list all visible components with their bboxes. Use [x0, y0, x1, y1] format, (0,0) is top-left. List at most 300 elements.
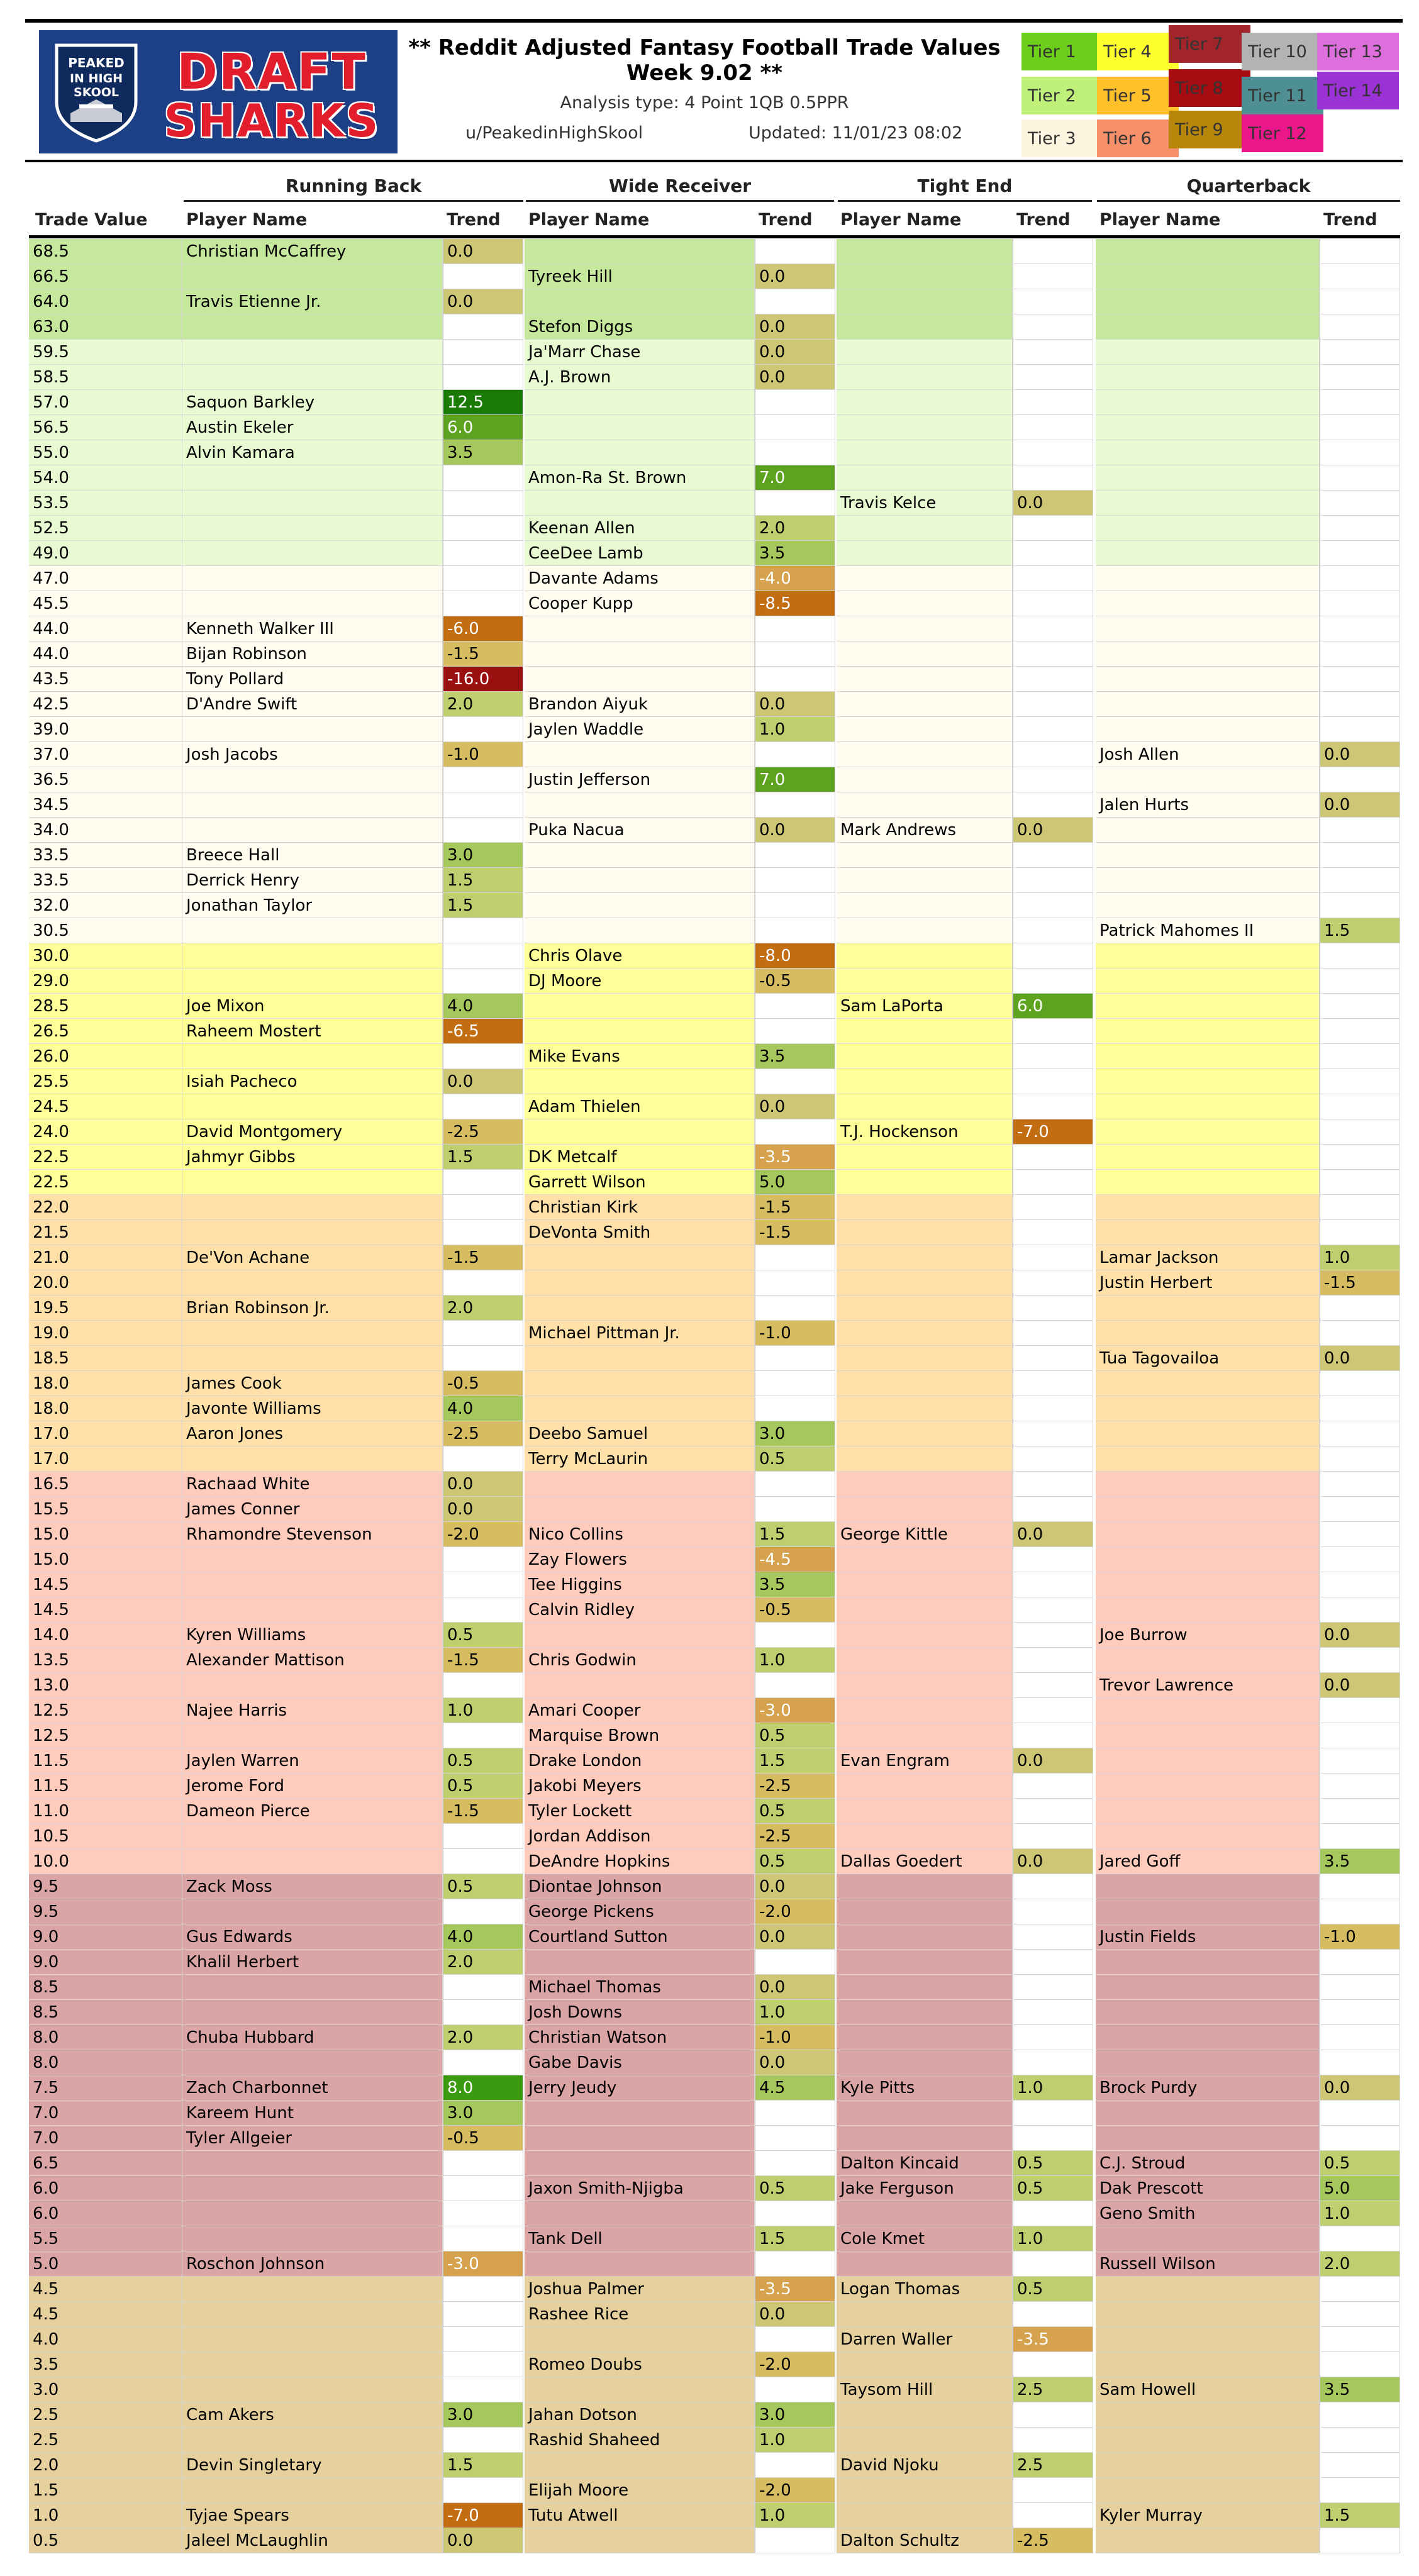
wr-player-name-cell: Rashid Shaheed	[525, 2428, 755, 2453]
wr-player-name-cell	[525, 667, 755, 692]
wr-trend-cell	[755, 2528, 835, 2553]
wr-trend-cell: -1.0	[755, 2025, 835, 2050]
trade-value-cell: 6.0	[29, 2201, 182, 2226]
wr-player-name-cell	[525, 2101, 755, 2126]
wr-trend-cell	[755, 1119, 835, 1145]
table-row	[0, 1119, 1419, 1145]
qb-player-name-cell: Kyler Murray	[1096, 2503, 1320, 2528]
te-player-name-cell	[837, 1044, 1013, 1069]
table-row	[0, 1371, 1419, 1396]
wr-trend-cell: 0.0	[755, 1975, 835, 2000]
qb-player-name-cell: Brock Purdy	[1096, 2075, 1320, 2101]
trade-value-cell: 5.5	[29, 2226, 182, 2251]
rb-trend-cell	[443, 792, 523, 818]
wr-player-name-cell	[525, 2377, 755, 2402]
trade-value-cell: 8.5	[29, 1975, 182, 2000]
wr-player-name-cell: Cooper Kupp	[525, 591, 755, 616]
qb-trend-cell	[1320, 1723, 1400, 1748]
table-row	[0, 943, 1419, 969]
trade-value-cell: 28.5	[29, 994, 182, 1019]
wr-trend-cell: 7.0	[755, 767, 835, 792]
wr-player-name-cell	[525, 1497, 755, 1522]
qb-player-name-cell	[1096, 365, 1320, 390]
table-row	[0, 566, 1419, 591]
rb-trend-cell: 3.0	[443, 843, 523, 868]
wr-player-name-cell	[525, 2201, 755, 2226]
wr-trend-cell: 3.5	[755, 1044, 835, 1069]
rb-player-name-cell: Kareem Hunt	[182, 2101, 443, 2126]
qb-player-name-cell	[1096, 1446, 1320, 1472]
table-row	[0, 1849, 1419, 1874]
rb-trend-cell	[443, 340, 523, 365]
trade-value-cell: 14.5	[29, 1597, 182, 1623]
wr-player-name-cell	[525, 415, 755, 440]
rb-player-name-cell	[182, 2176, 443, 2201]
group-underline	[838, 200, 1092, 202]
rb-trend-cell: 0.0	[443, 1472, 523, 1497]
rb-player-name-cell	[182, 1572, 443, 1597]
rb-player-name-cell: Derrick Henry	[182, 868, 443, 893]
te-trend-cell: 0.5	[1013, 2277, 1093, 2302]
te-player-name-cell	[837, 692, 1013, 717]
qb-trend-cell	[1320, 1899, 1400, 1924]
te-trend-cell	[1013, 390, 1093, 415]
table-row	[0, 792, 1419, 818]
qb-player-name-cell	[1096, 2000, 1320, 2025]
wr-player-name-cell: DJ Moore	[525, 969, 755, 994]
te-player-name-cell: Taysom Hill	[837, 2377, 1013, 2402]
rb-player-name-cell	[182, 365, 443, 390]
te-player-name-cell: Mark Andrews	[837, 818, 1013, 843]
trade-value-cell: 22.5	[29, 1145, 182, 1170]
rb-trend-cell: 1.5	[443, 2453, 523, 2478]
qb-player-name-cell	[1096, 717, 1320, 742]
rb-player-name-cell: Raheem Mostert	[182, 1019, 443, 1044]
wr-trend-cell: 3.5	[755, 541, 835, 566]
table-row	[0, 415, 1419, 440]
wr-trend-cell: -2.5	[755, 1824, 835, 1849]
rb-trend-cell	[443, 1044, 523, 1069]
te-player-name-cell: Dalton Kincaid	[837, 2151, 1013, 2176]
rb-trend-cell	[443, 465, 523, 491]
te-player-name-cell: Logan Thomas	[837, 2277, 1013, 2302]
rb-trend-cell: 2.0	[443, 1296, 523, 1321]
table-row	[0, 541, 1419, 566]
wr-trend-cell: 0.0	[755, 818, 835, 843]
qb-player-name-cell	[1096, 314, 1320, 340]
rb-trend-cell	[443, 591, 523, 616]
rb-trend-cell	[443, 2302, 523, 2327]
te-player-name-cell	[837, 1321, 1013, 1346]
wr-trend-cell	[755, 1296, 835, 1321]
trade-value-cell: 56.5	[29, 415, 182, 440]
tier-chip-7: Tier 7	[1169, 25, 1250, 63]
te-player-name-cell	[837, 365, 1013, 390]
te-trend-cell	[1013, 1547, 1093, 1572]
qb-trend-cell	[1320, 541, 1400, 566]
table-row	[0, 2503, 1419, 2528]
qb-player-name-cell	[1096, 1119, 1320, 1145]
wr-trend-cell: 0.0	[755, 340, 835, 365]
qb-player-name-cell	[1096, 289, 1320, 314]
qb-trend-cell	[1320, 2528, 1400, 2553]
rb-player-name-cell	[182, 1673, 443, 1698]
trade-value-cell: 18.5	[29, 1346, 182, 1371]
wr-player-name-cell	[525, 2528, 755, 2553]
table-row	[0, 1874, 1419, 1899]
te-trend-cell	[1013, 1975, 1093, 2000]
rb-player-name-cell	[182, 792, 443, 818]
qb-trend-cell	[1320, 314, 1400, 340]
wr-trend-cell	[755, 390, 835, 415]
trade-value-cell: 10.5	[29, 1824, 182, 1849]
trade-value-cell: 18.0	[29, 1371, 182, 1396]
rb-player-name-cell	[182, 2327, 443, 2352]
wr-trend-cell	[755, 440, 835, 465]
trade-value-cell: 8.0	[29, 2050, 182, 2075]
rb-player-name-cell	[182, 1975, 443, 2000]
qb-trend-cell: 0.0	[1320, 792, 1400, 818]
col-wr-trend: Trend	[759, 210, 813, 230]
trade-value-cell: 19.5	[29, 1296, 182, 1321]
wr-player-name-cell	[525, 1673, 755, 1698]
qb-player-name-cell	[1096, 465, 1320, 491]
rb-player-name-cell: Gus Edwards	[182, 1924, 443, 1950]
trade-value-cell: 3.5	[29, 2352, 182, 2377]
te-player-name-cell	[837, 1698, 1013, 1723]
wr-trend-cell: -2.0	[755, 2352, 835, 2377]
wr-player-name-cell: Mike Evans	[525, 1044, 755, 1069]
rb-player-name-cell: Joe Mixon	[182, 994, 443, 1019]
qb-trend-cell	[1320, 591, 1400, 616]
tier-chip-10: Tier 10	[1242, 33, 1323, 70]
wr-player-name-cell	[525, 1296, 755, 1321]
wr-player-name-cell: Davante Adams	[525, 566, 755, 591]
te-trend-cell	[1013, 340, 1093, 365]
te-player-name-cell	[837, 239, 1013, 264]
wr-trend-cell: 3.0	[755, 2402, 835, 2428]
qb-player-name-cell: Trevor Lawrence	[1096, 1673, 1320, 1698]
wr-player-name-cell	[525, 1396, 755, 1421]
rb-trend-cell: 4.0	[443, 994, 523, 1019]
rb-trend-cell: -1.5	[443, 1799, 523, 1824]
te-trend-cell	[1013, 516, 1093, 541]
rb-player-name-cell	[182, 2277, 443, 2302]
rb-player-name-cell: Tyjae Spears	[182, 2503, 443, 2528]
table-row	[0, 2075, 1419, 2101]
wr-player-name-cell: CeeDee Lamb	[525, 541, 755, 566]
table-row	[0, 2428, 1419, 2453]
rb-trend-cell	[443, 264, 523, 289]
te-trend-cell	[1013, 918, 1093, 943]
table-row	[0, 2226, 1419, 2251]
wr-trend-cell: 0.0	[755, 692, 835, 717]
rb-trend-cell: -1.0	[443, 742, 523, 767]
rb-trend-cell: -2.5	[443, 1421, 523, 1446]
te-player-name-cell	[837, 289, 1013, 314]
qb-trend-cell	[1320, 365, 1400, 390]
trade-value-cell: 66.5	[29, 264, 182, 289]
col-rb-trend: Trend	[447, 210, 501, 230]
qb-trend-cell	[1320, 1597, 1400, 1623]
wr-player-name-cell	[525, 491, 755, 516]
trade-value-cell: 10.0	[29, 1849, 182, 1874]
te-player-name-cell	[837, 1094, 1013, 1119]
qb-trend-cell	[1320, 1497, 1400, 1522]
qb-trend-cell	[1320, 2402, 1400, 2428]
wr-trend-cell: -1.0	[755, 1321, 835, 1346]
qb-player-name-cell	[1096, 1396, 1320, 1421]
rb-player-name-cell: Najee Harris	[182, 1698, 443, 1723]
te-player-name-cell	[837, 792, 1013, 818]
te-trend-cell	[1013, 365, 1093, 390]
wr-player-name-cell	[525, 1270, 755, 1296]
qb-player-name-cell: Justin Herbert	[1096, 1270, 1320, 1296]
te-trend-cell	[1013, 2302, 1093, 2327]
rb-trend-cell: -1.5	[443, 1245, 523, 1270]
report-header	[0, 0, 1419, 164]
wr-trend-cell: -0.5	[755, 1597, 835, 1623]
rb-player-name-cell: Zach Charbonnet	[182, 2075, 443, 2101]
wr-trend-cell: 0.5	[755, 1849, 835, 1874]
wr-trend-cell	[755, 1245, 835, 1270]
col-te-player-name: Player Name	[840, 210, 962, 230]
logo-brand-line2: SHARKS	[164, 94, 380, 147]
te-player-name-cell	[837, 2050, 1013, 2075]
te-player-name-cell	[837, 843, 1013, 868]
wr-player-name-cell: Marquise Brown	[525, 1723, 755, 1748]
te-player-name-cell: George Kittle	[837, 1522, 1013, 1547]
wr-player-name-cell	[525, 2251, 755, 2277]
qb-trend-cell	[1320, 1824, 1400, 1849]
te-player-name-cell	[837, 918, 1013, 943]
rb-trend-cell: 6.0	[443, 415, 523, 440]
rb-player-name-cell	[182, 1094, 443, 1119]
wr-trend-cell: -3.0	[755, 1698, 835, 1723]
wr-trend-cell	[755, 289, 835, 314]
rb-player-name-cell	[182, 2352, 443, 2377]
logo	[39, 30, 398, 153]
te-trend-cell	[1013, 2428, 1093, 2453]
rb-trend-cell: 0.0	[443, 1497, 523, 1522]
trade-value-cell: 33.5	[29, 843, 182, 868]
rb-player-name-cell	[182, 1321, 443, 1346]
qb-trend-cell	[1320, 1950, 1400, 1975]
te-trend-cell	[1013, 667, 1093, 692]
table-row	[0, 2201, 1419, 2226]
table-row	[0, 390, 1419, 415]
qb-player-name-cell	[1096, 843, 1320, 868]
te-trend-cell	[1013, 289, 1093, 314]
te-trend-cell	[1013, 2101, 1093, 2126]
qb-player-name-cell	[1096, 2327, 1320, 2352]
rb-trend-cell	[443, 1446, 523, 1472]
qb-player-name-cell: Joe Burrow	[1096, 1623, 1320, 1648]
rb-trend-cell: 3.0	[443, 2101, 523, 2126]
qb-player-name-cell	[1096, 2352, 1320, 2377]
rb-player-name-cell	[182, 918, 443, 943]
qb-trend-cell	[1320, 2327, 1400, 2352]
rb-trend-cell: 3.0	[443, 2402, 523, 2428]
rb-player-name-cell: Javonte Williams	[182, 1396, 443, 1421]
table-row	[0, 1799, 1419, 1824]
qb-player-name-cell	[1096, 2478, 1320, 2503]
table-row	[0, 994, 1419, 1019]
tier-chip-6: Tier 6	[1097, 119, 1179, 157]
group-quarterback: Quarterback	[1186, 175, 1311, 196]
wr-player-name-cell: Josh Downs	[525, 2000, 755, 2025]
te-trend-cell: 1.0	[1013, 2075, 1093, 2101]
wr-trend-cell	[755, 1019, 835, 1044]
te-trend-cell	[1013, 1446, 1093, 1472]
rb-player-name-cell: De'Von Achane	[182, 1245, 443, 1270]
te-trend-cell: 0.0	[1013, 1748, 1093, 1774]
trade-value-cell: 2.5	[29, 2402, 182, 2428]
qb-trend-cell	[1320, 1321, 1400, 1346]
rb-player-name-cell	[182, 340, 443, 365]
qb-trend-cell	[1320, 440, 1400, 465]
trade-value-cell: 36.5	[29, 767, 182, 792]
te-player-name-cell	[837, 2000, 1013, 2025]
te-trend-cell	[1013, 2402, 1093, 2428]
rb-player-name-cell: Roschon Johnson	[182, 2251, 443, 2277]
trade-value-cell: 44.0	[29, 616, 182, 641]
wr-player-name-cell	[525, 2327, 755, 2352]
te-trend-cell	[1013, 1069, 1093, 1094]
qb-trend-cell: 0.0	[1320, 1623, 1400, 1648]
table-row	[0, 314, 1419, 340]
te-player-name-cell	[837, 2251, 1013, 2277]
wr-trend-cell	[755, 239, 835, 264]
table-row	[0, 1597, 1419, 1623]
qb-player-name-cell	[1096, 1698, 1320, 1723]
table-body	[0, 239, 1419, 2553]
wr-trend-cell: -3.5	[755, 2277, 835, 2302]
te-trend-cell	[1013, 2478, 1093, 2503]
qb-trend-cell	[1320, 1648, 1400, 1673]
wr-player-name-cell: Chris Godwin	[525, 1648, 755, 1673]
table-row	[0, 2453, 1419, 2478]
qb-trend-cell: 2.0	[1320, 2251, 1400, 2277]
table-row	[0, 340, 1419, 365]
rb-player-name-cell: Alexander Mattison	[182, 1648, 443, 1673]
qb-trend-cell: -1.5	[1320, 1270, 1400, 1296]
trade-value-cell: 32.0	[29, 893, 182, 918]
rb-trend-cell: -1.5	[443, 641, 523, 667]
qb-player-name-cell	[1096, 692, 1320, 717]
te-trend-cell	[1013, 1774, 1093, 1799]
wr-player-name-cell: George Pickens	[525, 1899, 755, 1924]
te-player-name-cell	[837, 1195, 1013, 1220]
rb-trend-cell	[443, 516, 523, 541]
te-trend-cell	[1013, 2050, 1093, 2075]
wr-trend-cell: 4.5	[755, 2075, 835, 2101]
qb-player-name-cell	[1096, 818, 1320, 843]
rb-trend-cell: 8.0	[443, 2075, 523, 2101]
qb-player-name-cell	[1096, 2226, 1320, 2251]
wr-trend-cell	[755, 2251, 835, 2277]
rb-player-name-cell	[182, 2151, 443, 2176]
te-player-name-cell	[837, 667, 1013, 692]
qb-player-name-cell	[1096, 2050, 1320, 2075]
te-player-name-cell	[837, 1145, 1013, 1170]
wr-player-name-cell	[525, 641, 755, 667]
wr-trend-cell: 0.0	[755, 2302, 835, 2327]
te-player-name-cell	[837, 943, 1013, 969]
table-row	[0, 1094, 1419, 1119]
te-player-name-cell	[837, 1270, 1013, 1296]
te-trend-cell: 6.0	[1013, 994, 1093, 1019]
rb-player-name-cell	[182, 516, 443, 541]
trade-value-cell: 20.0	[29, 1270, 182, 1296]
rb-trend-cell: 0.5	[443, 1623, 523, 1648]
qb-trend-cell: -1.0	[1320, 1924, 1400, 1950]
qb-trend-cell	[1320, 616, 1400, 641]
trade-value-cell: 15.0	[29, 1547, 182, 1572]
wr-player-name-cell	[525, 1069, 755, 1094]
qb-trend-cell	[1320, 2000, 1400, 2025]
wr-trend-cell: -4.0	[755, 566, 835, 591]
qb-player-name-cell	[1096, 2302, 1320, 2327]
rb-trend-cell	[443, 943, 523, 969]
rb-trend-cell: 4.0	[443, 1924, 523, 1950]
qb-trend-cell	[1320, 1799, 1400, 1824]
qb-player-name-cell	[1096, 1597, 1320, 1623]
wr-trend-cell	[755, 2377, 835, 2402]
wr-trend-cell: 1.5	[755, 2226, 835, 2251]
te-player-name-cell: Sam LaPorta	[837, 994, 1013, 1019]
qb-trend-cell	[1320, 415, 1400, 440]
qb-trend-cell	[1320, 767, 1400, 792]
te-trend-cell	[1013, 1220, 1093, 1245]
group-underline	[184, 200, 523, 202]
trade-value-cell: 43.5	[29, 667, 182, 692]
table-row	[0, 1748, 1419, 1774]
te-player-name-cell	[837, 1623, 1013, 1648]
rb-player-name-cell	[182, 717, 443, 742]
table-row	[0, 918, 1419, 943]
wr-trend-cell	[755, 491, 835, 516]
table-row	[0, 1145, 1419, 1170]
te-trend-cell: 0.0	[1013, 1522, 1093, 1547]
table-row	[0, 2478, 1419, 2503]
rb-player-name-cell: James Cook	[182, 1371, 443, 1396]
wr-player-name-cell: Amari Cooper	[525, 1698, 755, 1723]
rb-player-name-cell	[182, 2478, 443, 2503]
te-trend-cell	[1013, 893, 1093, 918]
te-trend-cell	[1013, 1924, 1093, 1950]
trade-value-cell: 39.0	[29, 717, 182, 742]
rb-player-name-cell: Khalil Herbert	[182, 1950, 443, 1975]
te-trend-cell	[1013, 2251, 1093, 2277]
wr-trend-cell	[755, 616, 835, 641]
table-row	[0, 1346, 1419, 1371]
te-player-name-cell	[837, 1497, 1013, 1522]
te-trend-cell	[1013, 1195, 1093, 1220]
trade-value-cell: 22.0	[29, 1195, 182, 1220]
tier-chip-2: Tier 2	[1021, 77, 1103, 114]
rb-player-name-cell: Christian McCaffrey	[182, 239, 443, 264]
te-trend-cell	[1013, 1623, 1093, 1648]
wr-player-name-cell: Elijah Moore	[525, 2478, 755, 2503]
te-player-name-cell: Dallas Goedert	[837, 1849, 1013, 1874]
qb-player-name-cell: Russell Wilson	[1096, 2251, 1320, 2277]
qb-trend-cell	[1320, 1145, 1400, 1170]
te-player-name-cell	[837, 1874, 1013, 1899]
table-row	[0, 1547, 1419, 1572]
te-player-name-cell	[837, 1069, 1013, 1094]
wr-player-name-cell: Jaxon Smith-Njigba	[525, 2176, 755, 2201]
